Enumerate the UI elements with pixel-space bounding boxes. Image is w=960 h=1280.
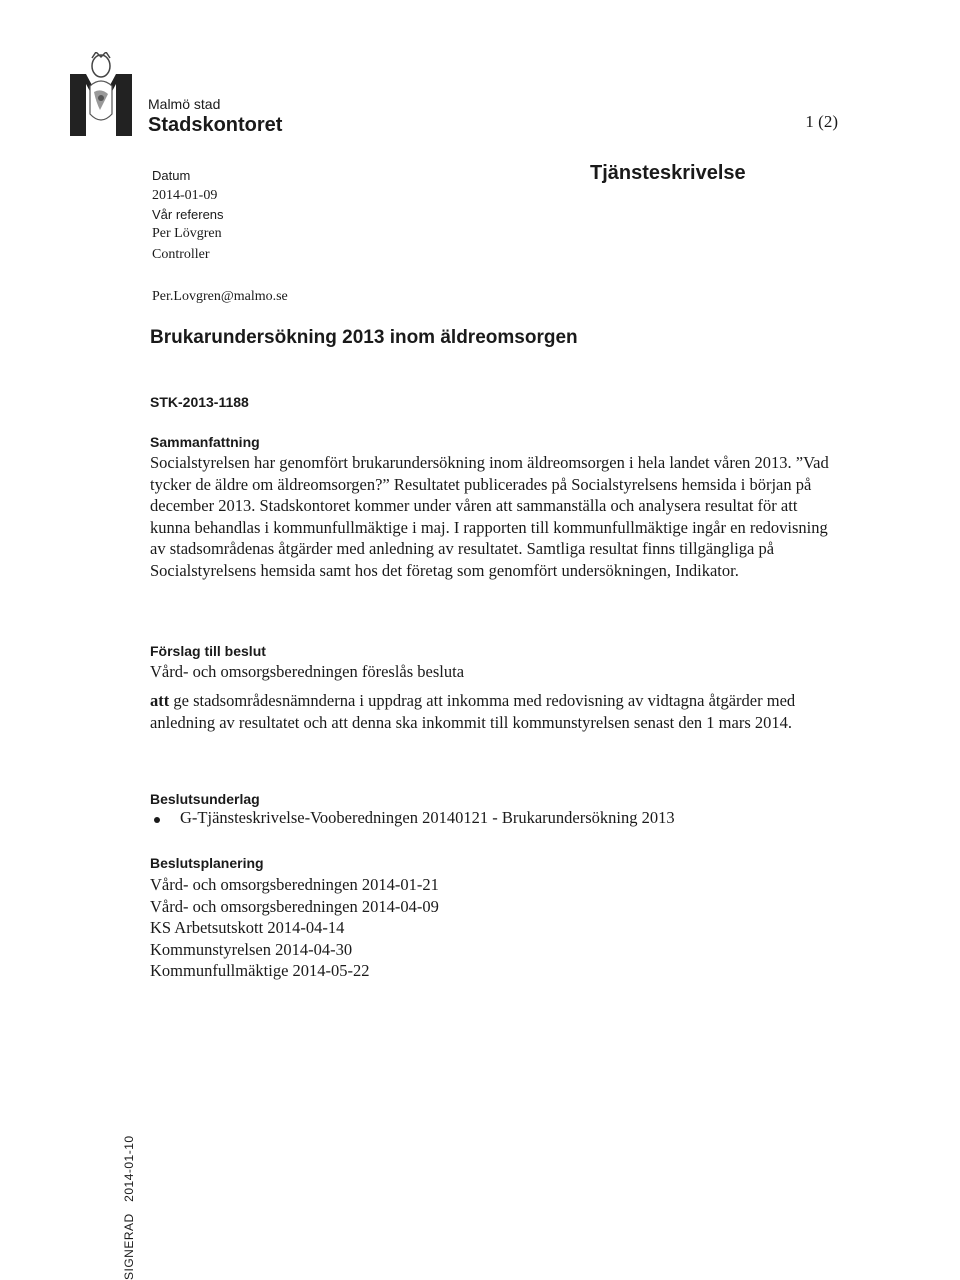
basis-heading: Beslutsunderlag [150,791,260,807]
reference-name: Per Lövgren [152,226,222,241]
org-name: Malmö stad [148,96,221,112]
bullet-icon [154,817,160,823]
basis-item-label: G-Tjänsteskrivelse-Vooberedningen 20140121 - Brukarundersökning 2013 [180,808,675,827]
department-name: Stadskontoret [148,114,283,136]
document-title: Brukarundersökning 2013 inom äldreomsorgen [150,327,578,348]
summary-text: Socialstyrelsen har genomfört brukarundersökning inom äldreomsorgen i hela landet våren 2013. ”Vad tycker de äldre om äldreomsorgen?” Resultatet publicerades på Socialstyrelsens hemsida i början på december 2013. Stadskontoret kommer under våren att sammanställa och analysera resultat för att kunna behandlas i kommunfullmäktige i maj. I rapporten till kommunfullmäktige ingår en redovisning av stadsområdenas åtgärder med anledning av resultatet. Samtliga resultat finns tillgängliga på Socialstyrelsens hemsida samt hos det företag som genomfört undersökningen, Indikator. [150,453,829,580]
planning-item: Kommunfullmäktige 2014-05-22 [150,961,370,980]
planning-item: KS Arbetsutskott 2014-04-14 [150,918,345,937]
planning-heading: Beslutsplanering [150,855,264,871]
proposal-text [150,690,840,733]
planning-item: Vård- och omsorgsberedningen 2014-04-09 [150,896,439,916]
date-label: Datum [152,168,191,183]
date-value: 2014-01-09 [152,188,218,203]
planning-item: Vård- och omsorgsberedningen 2014-01-21 [150,875,439,894]
proposal-intro: Vård- och omsorgsberedningen föreslås besluta [150,662,465,681]
reference-email: Per.Lovgren@malmo.se [152,289,288,304]
malmo-coat-of-arms-icon [70,52,132,136]
proposal-att: att [150,691,170,710]
case-number: STK-2013-1188 [150,394,249,410]
planning-item: Kommunstyrelsen 2014-04-30 [150,939,353,959]
document-type: Tjänsteskrivelse [590,162,746,184]
proposal-body: ge stadsområdesnämnderna i uppdrag att inkomma med redovisning av vidtagna åtgärder med anledning av resultatet och att denna ska inkommit till kommunstyrelsen senast den 1 mars 2014. [150,691,796,732]
planning-list [150,874,439,982]
basis-list-item [150,808,675,828]
page-number: 1 (2) [805,112,838,131]
proposal-heading: Förslag till beslut [150,643,266,659]
reference-title: Controller [152,247,210,262]
summary-heading: Sammanfattning [150,434,260,450]
signature-stamp: SIGNERAD 2014-01-10 [122,1135,136,1280]
reference-label: Vår referens [152,207,224,222]
